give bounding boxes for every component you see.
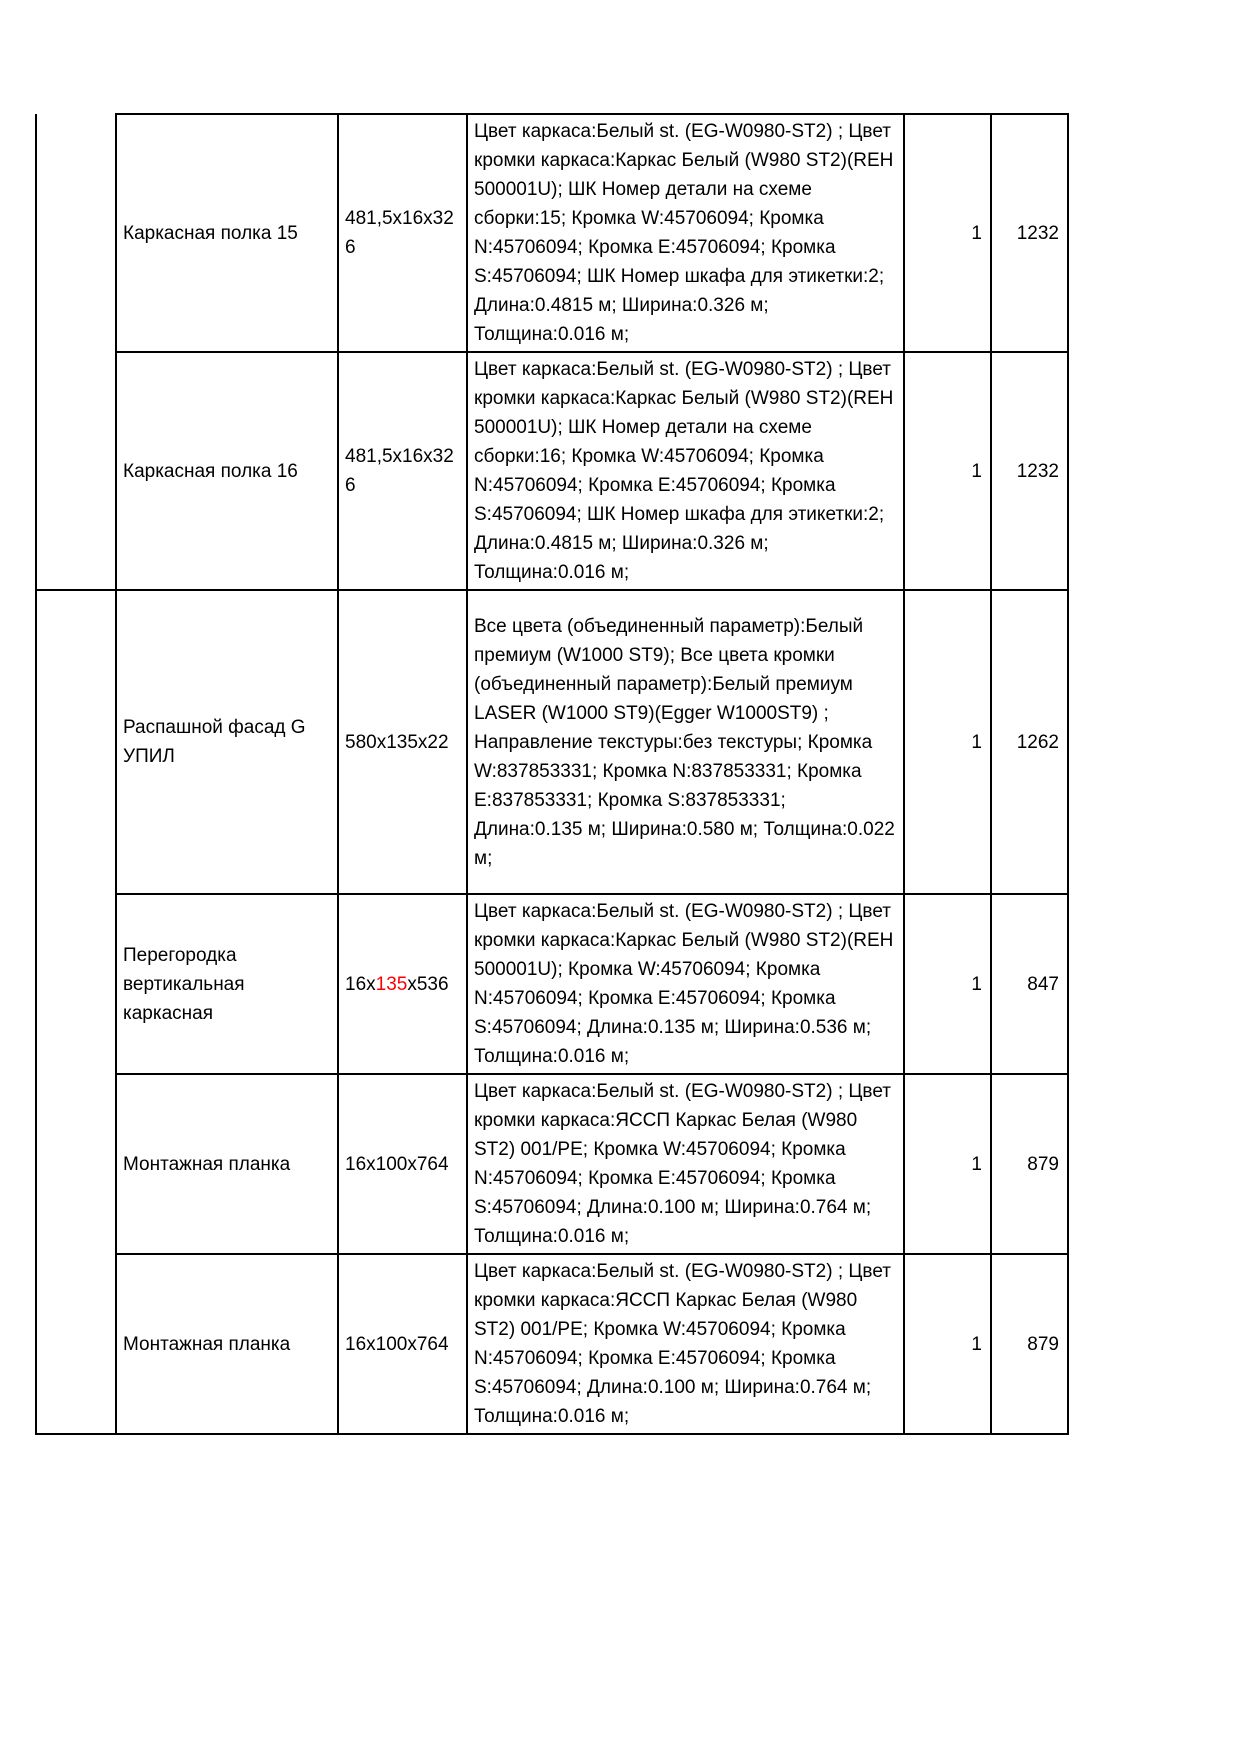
part-name-cell	[116, 590, 338, 894]
price: 879	[1027, 1153, 1059, 1175]
part-description: Цвет каркаса:Белый st. (EG-W0980-ST2) ; Цвет кромки каркаса:Каркас Белый (W980 ST2)(REH 500001U); ШК Номер детали на схеме сборки:15; Кромка W:45706094; Кромка N:45706094; Кромка E:45706094; Кромка S:45706094; ШК Номер шкафа для этикетки:2; Длина:0.4815 м; Ширина:0.326 м; Толщина:0.016 м;	[474, 121, 894, 345]
group-number-cell	[36, 590, 116, 1434]
dimensions: 481,5x16x326	[345, 446, 454, 496]
price-cell	[991, 1074, 1068, 1254]
table-row	[36, 894, 1068, 1074]
description-cell	[467, 1074, 904, 1254]
quantity-cell	[904, 894, 991, 1074]
dimensions: 481,5x16x326	[345, 208, 454, 258]
price-cell	[991, 114, 1068, 352]
part-name-cell	[116, 114, 338, 352]
dimensions: 580x135x22	[345, 731, 449, 753]
part-description: Цвет каркаса:Белый st. (EG-W0980-ST2) ; Цвет кромки каркаса:Каркас Белый (W980 ST2)(REH 500001U); ШК Номер детали на схеме сборки:16; Кромка W:45706094; Кромка N:45706094; Кромка E:45706094; Кромка S:45706094; ШК Номер шкафа для этикетки:2; Длина:0.4815 м; Ширина:0.326 м; Толщина:0.016 м;	[474, 359, 894, 583]
price-cell	[991, 894, 1068, 1074]
price: 1262	[1016, 731, 1059, 753]
price: 847	[1027, 973, 1059, 995]
description-cell	[467, 114, 904, 352]
part-name: Монтажная планка	[123, 1333, 291, 1355]
dimensions-cell	[338, 1074, 467, 1254]
part-description: Цвет каркаса:Белый st. (EG-W0980-ST2) ; Цвет кромки каркаса:ЯССП Каркас Белая (W980 ST2) 001/PE; Кромка W:45706094; Кромка N:45706094; Кромка E:45706094; Кромка S:45706094; Длина:0.100 м; Ширина:0.764 м; Толщина:0.016 м;	[474, 1261, 891, 1427]
price-cell	[991, 590, 1068, 894]
table-row	[36, 1254, 1068, 1434]
parts-table	[35, 113, 1069, 1435]
part-name: Распашной фасад G УПИЛ	[123, 717, 306, 767]
part-name: Монтажная планка	[123, 1153, 291, 1175]
quantity-cell	[904, 590, 991, 894]
quantity: 1	[971, 222, 982, 244]
quantity: 1	[971, 973, 982, 995]
price: 879	[1027, 1333, 1059, 1355]
quantity: 1	[971, 731, 982, 753]
quantity: 1	[971, 1333, 982, 1355]
part-description: Цвет каркаса:Белый st. (EG-W0980-ST2) ; Цвет кромки каркаса:ЯССП Каркас Белая (W980 ST2) 001/PE; Кромка W:45706094; Кромка N:45706094; Кромка E:45706094; Кромка S:45706094; Длина:0.100 м; Ширина:0.764 м; Толщина:0.016 м;	[474, 1081, 891, 1247]
description-cell	[467, 894, 904, 1074]
quantity-cell	[904, 1254, 991, 1434]
quantity-cell	[904, 352, 991, 590]
part-description: Цвет каркаса:Белый st. (EG-W0980-ST2) ; Цвет кромки каркаса:Каркас Белый (W980 ST2)(REH 500001U); Кромка W:45706094; Кромка N:45706094; Кромка E:45706094; Кромка S:45706094; Длина:0.135 м; Ширина:0.536 м; Толщина:0.016 м;	[474, 901, 894, 1067]
group-number-cell	[36, 114, 116, 590]
part-name-cell	[116, 1254, 338, 1434]
table-row	[36, 590, 1068, 894]
price-cell	[991, 352, 1068, 590]
quantity: 1	[971, 460, 982, 482]
dimensions: 16x	[345, 973, 376, 995]
price-cell	[991, 1254, 1068, 1434]
table-row	[36, 1074, 1068, 1254]
part-name: Перегородка вертикальная каркасная	[123, 944, 245, 1024]
dimensions-cell	[338, 894, 467, 1074]
part-description: Все цвета (объединенный параметр):Белый премиум (W1000 ST9); Все цвета кромки (объединенный параметр):Белый премиум LASER (W1000 ST9)(Egger W1000ST9) ; Направление текстуры:без текстуры; Кромка W:837853331; Кромка N:837853331; Кромка E:837853331; Кромка S:837853331; Длина:0.135 м; Ширина:0.580 м; Толщина:0.022 м;	[474, 615, 895, 869]
quantity-cell	[904, 114, 991, 352]
description-cell	[467, 352, 904, 590]
part-name-cell	[116, 352, 338, 590]
dimensions-cell	[338, 352, 467, 590]
description-cell	[467, 590, 904, 894]
part-name-cell	[116, 1074, 338, 1254]
quantity-cell	[904, 1074, 991, 1254]
table-row	[36, 114, 1068, 352]
dimensions: 16x100x764	[345, 1333, 449, 1355]
dimensions-highlight: 135	[375, 973, 408, 995]
part-name-cell	[116, 894, 338, 1074]
table-row	[36, 352, 1068, 590]
description-cell	[467, 1254, 904, 1434]
dimensions-cell	[338, 114, 467, 352]
quantity: 1	[971, 1153, 982, 1175]
dimensions-suffix: x536	[407, 973, 449, 995]
dimensions: 16x100x764	[345, 1153, 449, 1175]
price: 1232	[1016, 460, 1059, 482]
spreadsheet-print-area	[35, 113, 1069, 1435]
part-name: Каркасная полка 16	[123, 460, 298, 482]
dimensions-cell	[338, 590, 467, 894]
dimensions-cell	[338, 1254, 467, 1434]
price: 1232	[1016, 222, 1059, 244]
part-name: Каркасная полка 15	[123, 222, 298, 244]
